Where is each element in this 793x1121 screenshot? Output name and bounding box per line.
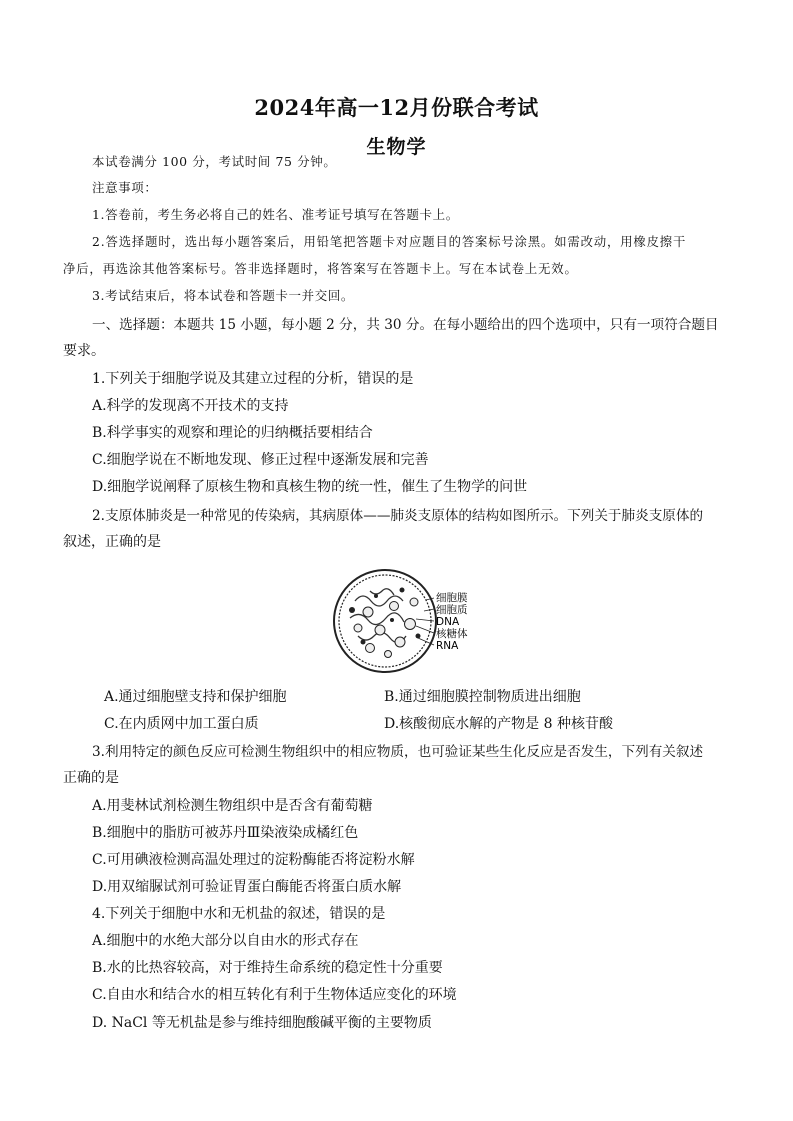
q1-option-d: D.细胞学说阐释了原核生物和真核生物的统一性，催生了生物学的问世 [92, 479, 528, 495]
q3-option-d: D.用双缩脲试剂可验证胃蛋白酶能否将蛋白质水解 [92, 879, 402, 895]
q4-option-c: C.自由水和结合水的相互转化有利于生物体适应变化的环境 [92, 987, 457, 1003]
note-item-3: 3.考试结束后，将本试卷和答题卡一并交回。 [92, 288, 355, 303]
q2-stem-line-2: 叙述，正确的是 [63, 534, 161, 550]
q2-option-b: B.通过细胞膜控制物质进出细胞 [384, 689, 581, 705]
q3-option-b: B.细胞中的脂肪可被苏丹Ⅲ染液染成橘红色 [92, 825, 359, 841]
q4-option-d: D. NaCl 等无机盐是参与维持细胞酸碱平衡的主要物质 [92, 1015, 432, 1031]
label-cytoplasm: 细胞质 [436, 604, 468, 616]
subject-title: 生物学 [366, 136, 427, 158]
q4-stem: 4.下列关于细胞中水和无机盐的叙述，错误的是 [92, 906, 386, 922]
q2-option-a: A.通过细胞壁支持和保护细胞 [104, 689, 287, 705]
q1-stem: 1.下列关于细胞学说及其建立过程的分析，错误的是 [92, 371, 414, 387]
label-dna: DNA [436, 616, 460, 628]
q3-stem-line-1: 3.利用特定的颜色反应可检测生物组织中的相应物质，也可验证某些生化反应是否发生，下列有关叙述 [92, 744, 704, 760]
q3-option-a: A.用斐林试剂检测生物组织中是否含有葡萄糖 [92, 798, 373, 814]
q1-option-a: A.科学的发现离不开技术的支持 [92, 398, 289, 414]
mycoplasma-diagram [330, 566, 520, 676]
q3-stem-line-2: 正确的是 [63, 770, 119, 786]
label-cell-membrane: 细胞膜 [436, 592, 468, 604]
label-ribosome: 核糖体 [436, 628, 468, 640]
q3-option-c: C.可用碘液检测高温处理过的淀粉酶能否将淀粉水解 [92, 852, 415, 868]
q2-stem-line-1: 2.支原体肺炎是一种常见的传染病，其病原体——肺炎支原体的结构如图所示。下列关于肺炎支原体的 [92, 508, 704, 524]
notes-heading: 注意事项： [92, 180, 158, 195]
q2-option-d: D.核酸彻底水解的产物是 8 种核苷酸 [384, 716, 613, 732]
intro-note: 本试卷满分 100 分，考试时间 75 分钟。 [92, 154, 337, 169]
exam-title: 2024年高一12月份联合考试 [254, 95, 539, 120]
label-rna: RNA [436, 640, 459, 652]
note-item-1: 1.答卷前，考生务必将自己的姓名、准考证号填写在答题卡上。 [92, 207, 459, 222]
note-item-2-line-1: 2.答选择题时，选出每小题答案后，用铅笔把答题卡对应题目的答案标号涂黑。如需改动，用橡皮擦干 [92, 235, 687, 249]
q1-option-b: B.科学事实的观察和理论的归纳概括要相结合 [92, 425, 373, 441]
section-1-heading-line-1: 一、选择题：本题共 15 小题，每小题 2 分，共 30 分。在每小题给出的四个选项中，只有一项符合题目 [92, 317, 719, 333]
q2-option-c: C.在内质网中加工蛋白质 [104, 716, 259, 732]
q4-option-b: B.水的比热容较高，对于维持生命系统的稳定性十分重要 [92, 960, 443, 976]
section-1-heading-line-2: 要求。 [63, 343, 105, 359]
q1-option-c: C.细胞学说在不断地发现、修正过程中逐渐发展和完善 [92, 452, 429, 468]
q4-option-a: A.细胞中的水绝大部分以自由水的形式存在 [92, 933, 359, 949]
note-item-2-line-2: 净后，再选涂其他答案标号。答非选择题时，将答案写在答题卡上。写在本试卷上无效。 [63, 262, 578, 276]
